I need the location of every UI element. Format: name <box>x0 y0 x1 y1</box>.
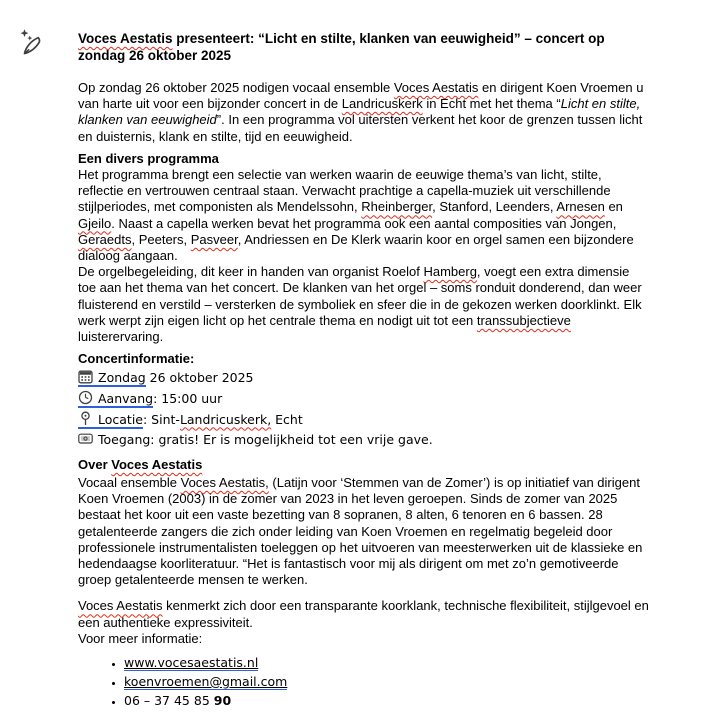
info-line-time <box>78 390 650 411</box>
about-paragraph-2: Voces Aestatis kenmerkt zich door een transparante koorklank, technische flexibiliteit, stijlgevoel en een authentieke expressiviteit. <box>78 598 649 630</box>
heading-concertinformatie: Concertinformatie: <box>78 351 195 367</box>
contact-list <box>78 654 650 710</box>
grammar-underline <box>78 412 143 429</box>
info-location-rest: : Sint-Landricuskerk, Echt <box>143 411 303 427</box>
email-link[interactable]: koenvroemen@gmail.com <box>124 673 288 689</box>
info-admission-text: Toegang: gratis! Er is mogelijkheid tot een vrije gave. <box>98 432 433 448</box>
website-link[interactable]: www.vocesaestatis.nl <box>124 655 259 671</box>
clock-icon <box>78 390 93 411</box>
info-time-rest: : 15:00 uur <box>153 391 223 407</box>
copilot-pen-icon[interactable] <box>15 26 47 58</box>
info-location-word: Locatie <box>98 411 143 427</box>
document-body <box>78 30 650 710</box>
heading-over-voces-aestatis: Over Voces Aestatis <box>78 456 203 472</box>
intro-paragraph: Op zondag 26 oktober 2025 nodigen vocaal ensemble Voces Aestatis en dirigent Koen Vroemen u van harte uit voor een bijzonder concert in de Landricuskerk in Echt met het thema “Licht en stilte, klanken van eeuwigheid”. In een programma vol uitersten verkent het koor de grenzen tussen licht en duisternis, klank en stilte, tijd en eeuwigheid. <box>78 80 644 144</box>
info-date-word: Zondag <box>98 370 146 386</box>
info-line-date <box>78 369 650 390</box>
info-date-rest: 26 oktober 2025 <box>145 370 254 386</box>
list-item-website <box>124 654 650 673</box>
grammar-underline <box>78 370 146 387</box>
grammar-underline <box>78 391 153 408</box>
about-paragraph-1: Vocaal ensemble Voces Aestatis, (Latijn voor ‘Stemmen van de Zomer’) is op initiatief van dirigent Koen Vroemen (2003) in de zomer van 2023 in het leven geroepen. Sinds de zomer van 2025 bestaat het koor uit een vaste bezetting van 8 sopranen, 8 alten, 6 tenoren en 6 bassen. 28 getalenteerde zangers die zich onder leiding van Koen Vroemen en regelmatig begeleid door professionele instrumentalisten toeleggen op het uitvoeren van meesterwerken uit de klassieke en hedendaagse koorliteratuur. “Het is fantastisch voor mij als dirigent om met zo’n gemotiveerde groep getalenteerde mensen te werken. <box>78 475 643 588</box>
more-info-label: Voor meer informatie: <box>78 630 203 646</box>
doc-title: Voces Aestatis presenteert: “Licht en stilte, klanken van eeuwigheid” – concert op zondag 26 oktober 2025 <box>78 31 605 63</box>
list-item-phone: • 06 – 37 45 85 90 <box>124 692 650 711</box>
concert-info-block <box>78 369 650 451</box>
list-item-email <box>124 673 650 692</box>
info-line-admission <box>78 431 650 452</box>
heading-divers-programma: Een divers programma <box>78 150 219 166</box>
program-paragraph-1: Het programma brengt een selectie van werken waarin de eeuwige thema’s van licht, stilte, reflectie en vertrouwen centraal staan. Verwacht prachtige a capella-muziek uit verschillende stijlperiodes, met componisten als Mendelssohn, Rheinberger, Stanford, Leenders, Arnesen en Gjeilo. Naast a capella werken bevat het programma ook een aantal composities van Jongen, Geraedts, Peeters, Pasveer, Andriessen en De Klerk waarin koor en orgel samen een bijzondere dialoog aangaan. <box>78 167 634 264</box>
banknote-icon <box>78 431 93 452</box>
info-time-word: Aanvang <box>98 391 154 407</box>
location-pin-icon <box>78 411 93 432</box>
program-paragraph-2: De orgelbegeleiding, dit keer in handen van organist Roelof Hamberg, voegt een extra dimensie toe aan het thema van het concert. De klanken van het orgel – soms ronduit donderend, dan weer fluisterend en verstild – versterken de symboliek en sfeer die in de gekozen werken doorklinkt. Elk werk werpt zijn eigen licht op het centrale thema en nodigt uit tot een transsubjectieve luisterervaring. <box>78 264 642 345</box>
info-line-location <box>78 411 650 432</box>
calendar-icon <box>78 369 93 390</box>
